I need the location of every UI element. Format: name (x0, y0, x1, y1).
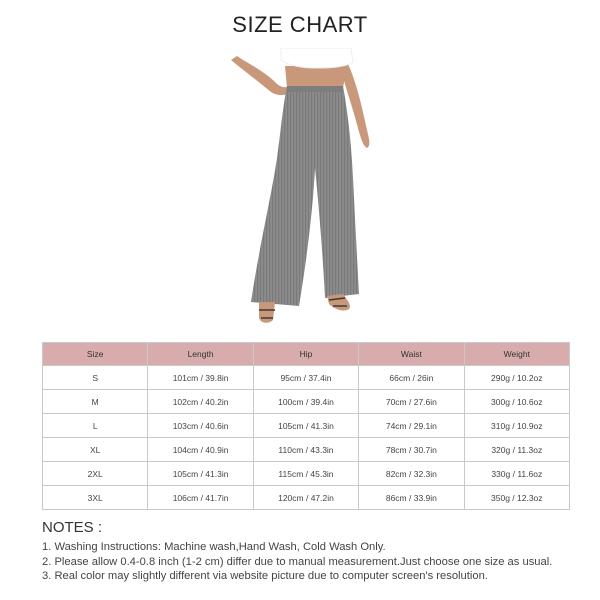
table-cell: 104cm / 40.9in (148, 438, 253, 462)
table-cell: XL (43, 438, 148, 462)
table-cell: 74cm / 29.1in (359, 414, 464, 438)
table-cell: 105cm / 41.3in (148, 462, 253, 486)
model-foot (327, 294, 350, 311)
size-table (42, 342, 570, 510)
table-row (43, 462, 570, 486)
table-cell: 330g / 11.6oz (464, 462, 569, 486)
table-cell: 70cm / 27.6in (359, 390, 464, 414)
table-cell: 82cm / 32.3in (359, 462, 464, 486)
table-cell: 86cm / 33.9in (359, 486, 464, 510)
table-cell: 95cm / 37.4in (253, 366, 358, 390)
model-foot (259, 302, 275, 323)
table-cell: 115cm / 45.3in (253, 462, 358, 486)
table-cell: 103cm / 40.6in (148, 414, 253, 438)
column-header: Length (148, 343, 253, 366)
table-cell: 100cm / 39.4in (253, 390, 358, 414)
model-pants (251, 86, 359, 306)
notes-heading: NOTES : (42, 519, 103, 536)
column-header: Weight (464, 343, 569, 366)
table-row (43, 366, 570, 390)
table-cell: 66cm / 26in (359, 366, 464, 390)
table-cell: 320g / 11.3oz (464, 438, 569, 462)
note-item: 1. Washing Instructions: Machine wash,Hand Wash, Cold Wash Only. (42, 541, 386, 553)
table-cell: 120cm / 47.2in (253, 486, 358, 510)
note-item: 3. Real color may slightly different via website picture due to computer screen's resolution. (42, 570, 488, 583)
table-row (43, 390, 570, 414)
table-cell: L (43, 414, 148, 438)
table-cell: 2XL (43, 462, 148, 486)
table-row (43, 438, 570, 462)
table-row (43, 414, 570, 438)
table-cell: 106cm / 41.7in (148, 486, 253, 510)
model-top (281, 48, 353, 68)
table-cell: 102cm / 40.2in (148, 390, 253, 414)
table-cell: 78cm / 30.7in (359, 438, 464, 462)
table-cell: 350g / 12.3oz (464, 486, 569, 510)
column-header: Size (43, 343, 148, 366)
table-header-row (43, 343, 570, 366)
table-cell: S (43, 366, 148, 390)
table-cell: 3XL (43, 486, 148, 510)
notes-list (42, 540, 582, 584)
table-cell: 300g / 10.6oz (464, 390, 569, 414)
table-row (43, 486, 570, 510)
table-cell: M (43, 390, 148, 414)
table-cell: 110cm / 43.3in (253, 438, 358, 462)
table-cell: 290g / 10.2oz (464, 366, 569, 390)
table-cell: 105cm / 41.3in (253, 414, 358, 438)
column-header: Waist (359, 343, 464, 366)
table-cell: 101cm / 39.8in (148, 366, 253, 390)
note-item: 2. Please allow 0.4-0.8 inch (1-2 cm) differ due to manual measurement.Just choose one size as usual. (42, 555, 553, 568)
product-photo (215, 48, 385, 330)
table-cell: 310g / 10.9oz (464, 414, 569, 438)
model-torso (285, 66, 347, 88)
column-header: Hip (253, 343, 358, 366)
page-title: SIZE CHART (232, 12, 368, 37)
